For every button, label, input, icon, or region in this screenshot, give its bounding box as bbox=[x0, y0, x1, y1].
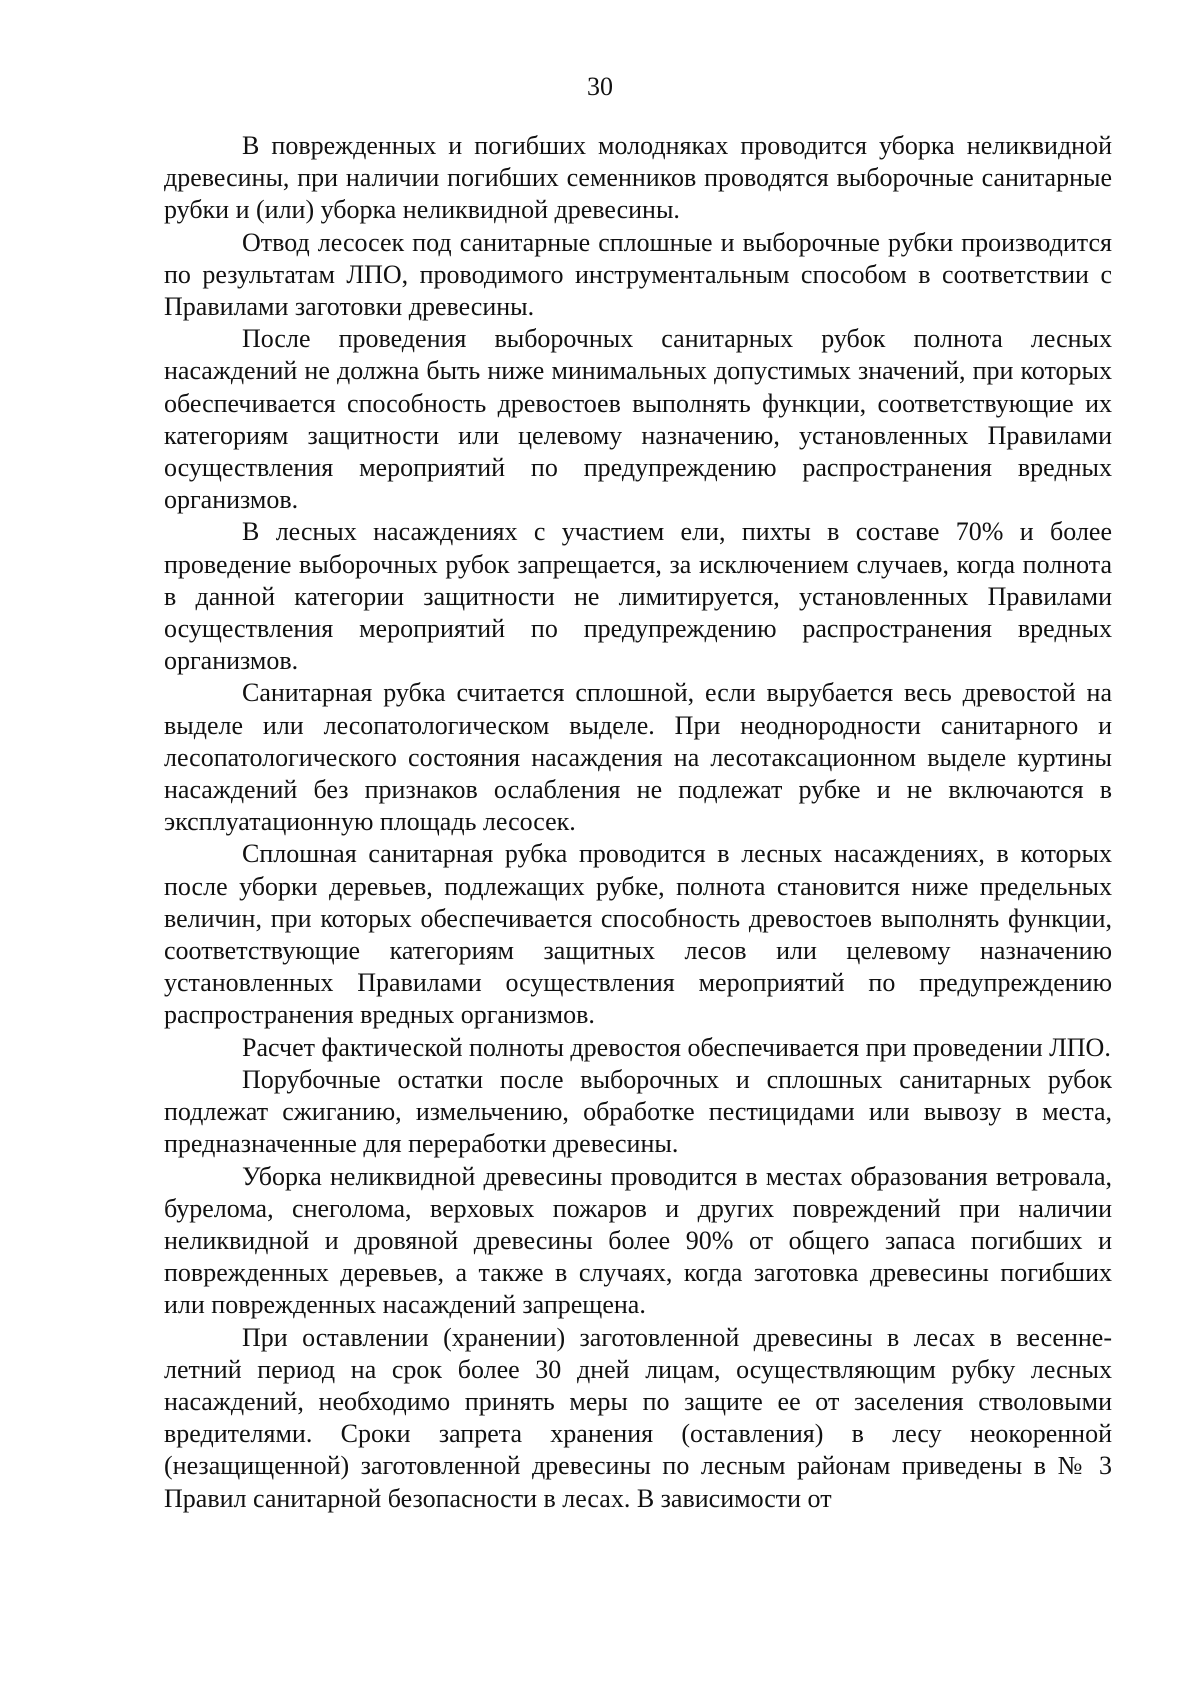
paragraph-9: Уборка неликвидной древесины проводится в местах образования ветровала, бурелома, снеголома, верховых пожаров и других повреждений при наличии неликвидной и дровяной древесины более 90% от общего запаса погибших и поврежденных деревьев, а также в случаях, когда заготовка древесины погибших или поврежденных насаждений запрещена. bbox=[164, 1161, 1112, 1320]
document-body bbox=[164, 130, 1112, 1515]
paragraph-4: В лесных насаждениях с участием ели, пихты в составе 70% и более проведение выборочных рубок запрещается, за исключением случаев, когда полнота в данной категории защитности не лимитируется, установленных Правилами осуществления мероприятий по предупреждению распространения вредных организмов. bbox=[164, 517, 1112, 676]
paragraph-5: Санитарная рубка считается сплошной, если вырубается весь древостой на выделе или лесопатологическом выделе. При неоднородности санитарного и лесопатологического состояния насаждения на лесотаксационном выделе куртины насаждений без признаков ослабления не подлежат рубке и не включаются в эксплуатационную площадь лесосек. bbox=[164, 678, 1112, 837]
paragraph-2: Отвод лесосек под санитарные сплошные и выборочные рубки производится по результатам ЛПО, проводимого инструментальным способом в соответствии с Правилами заготовки древесины. bbox=[164, 227, 1112, 322]
paragraph-10: При оставлении (хранении) заготовленной древесины в лесах в весенне-летний период на срок более 30 дней лицам, осуществляющим рубку лесных насаждений, необходимо принять меры по защите ее от заселения стволовыми вредителями. Сроки запрета хранения (оставления) в лесу неокоренной (незащищенной) заготовленной древесины по лесным районам приведены в № 3 Правил санитарной безопасности в лесах. В зависимости от bbox=[164, 1322, 1112, 1513]
paragraph-3: После проведения выборочных санитарных рубок полнота лесных насаждений не должна быть ниже минимальных допустимых значений, при которых обеспечивается способность древостоев выполнять функции, соответствующие их категориям защитности или целевому назначению, установленных Правилами осуществления мероприятий по предупреждению распространения вредных организмов. bbox=[164, 324, 1112, 515]
paragraph-8: Порубочные остатки после выборочных и сплошных санитарных рубок подлежат сжиганию, измельчению, обработке пестицидами или вывозу в места, предназначенные для переработки древесины. bbox=[164, 1064, 1112, 1159]
paragraph-6: Сплошная санитарная рубка проводится в лесных насаждениях, в которых после уборки деревьев, подлежащих рубке, полнота становится ниже предельных величин, при которых обеспечивается способность древостоев выполнять функции, соответствующие категориям защитных лесов или целевому назначению установленных Правилами осуществления мероприятий по предупреждению распространения вредных организмов. bbox=[164, 839, 1112, 1030]
paragraph-7: Расчет фактической полноты древостоя обеспечивается при проведении ЛПО. bbox=[242, 1032, 1111, 1062]
page-number: 30 bbox=[587, 72, 613, 101]
paragraph-1: В поврежденных и погибших молодняках проводится уборка неликвидной древесины, при наличии погибших семенников проводятся выборочные санитарные рубки и (или) уборка неликвидной древесины. bbox=[164, 131, 1112, 225]
